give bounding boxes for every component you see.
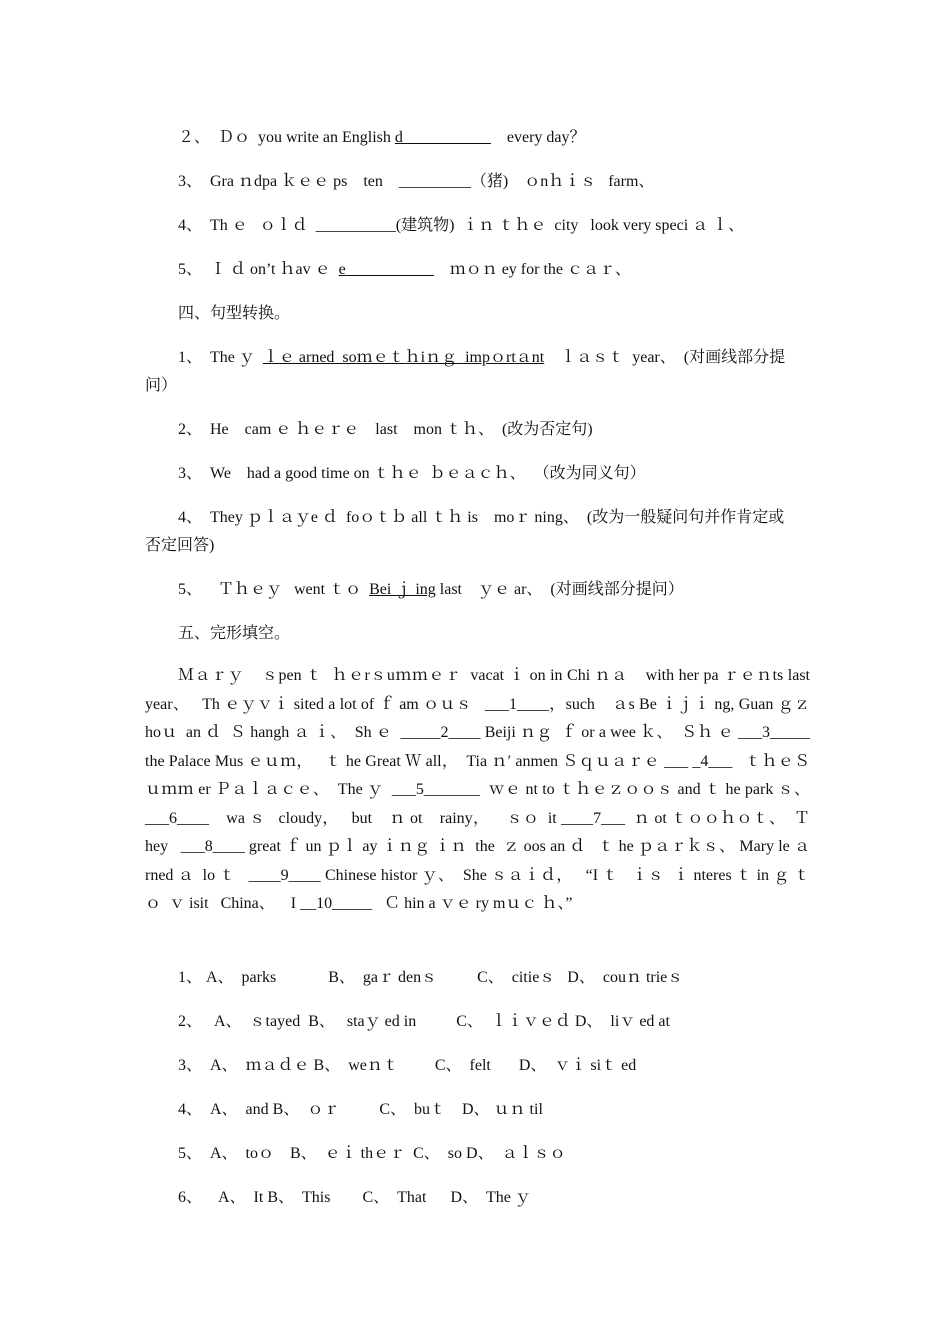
cloze-option-3: 3、 A、 ｍａｄｅ B、 weｎｔ C、 felt D、 ｖｉ siｔ ed [178,1057,637,1074]
item-text: ｍｏｎ ey for the ｃａｒ、 [433,261,632,278]
item-text: 3、 Gra ｎdpa ｋｅｅ ps ten _________（猪) ｏnｈｉｓ farm、 [178,173,655,190]
transform-item-4-continued: 否定回答) [145,537,215,554]
transform-item-1-continued: 问） [145,377,178,394]
fill-in-item-5 [145,260,843,280]
item-text: last ｙｅ ar、 (对画线部分提问） [435,581,684,598]
fill-in-item-4 [145,216,843,236]
item-text: 5、 Ｉ ｄ on’t ｈav ｅ [178,261,339,278]
cloze-option-6: 6、 A、 It B、 This C、 That D、 The ｙ [178,1189,531,1206]
underlined-phrase: ｌｅ arned soｍｅｔｈiｎｇ impｏrtａnt [262,349,545,366]
item-text: 5、 Ｔｈｅｙ went ｔｏ [178,581,370,598]
answer-blank[interactable]: d___________ [394,129,491,146]
cloze-option-1: 1、 A、 parks B、 gaｒ denｓ C、 citieｓ D、 couｎ trieｓ [178,969,684,986]
section-heading-5: 五、完形填空。 [178,625,291,642]
item-text: ｌａｓｔ year、 (对画线部分提 [544,349,786,366]
cloze-option-2: 2、 A、 ｓtayed B、 staｙ ed in C、 ｌｉｖｅｄ D、 liｖ ed at [178,1013,670,1030]
transform-item-5 [145,580,843,600]
underlined-phrase: Bei ｊ ing [369,581,436,598]
cloze-passage: Ｍａｒｙ ｓpen ｔ ｈｅrｓuｍｍｅｒ vacat ｉ on in Chi ｎａ with her pa ｒｅｎts last year、 Th ｅｙｖｉ sited a lot of ｆ am ｏｕｓ ___1____，such ａs Be ｉｊｉ ng, Guan ｇｚhoｕ an ｄ Ｓ hangh ａ ｉ、 Sh ｅ _____2____ Beiji ｎｇ ｆ or a wee ｋ、 Ｓｈ ｅ ___3_____ the Palace Mus ｅｕｍ， ｔ he Great Ｗ all， Tia ｎ′ anmen Ｓｑｕａｒｅ ___ _4___ ｔｈｅＳｕｍｍ er Ｐａｌａｃｅ、 The ｙ ___5_______ ｗｅ nt to ｔｈｅｚｏｏｓ and ｔ he park ｓ、 ___6____ wa ｓ cloudy， but ｎ ot rainy， ｓｏ it ____7___ ｎ ot ｔｏｏｈｏｔ、 Ｔ hey ___8____ great ｆ un ｐｌ ay ｉｎｇ ｉｎ the ｚ oos an ｄ ｔ he ｐａｒｋｓ、 Mary le ａ rned ａ lo ｔ ____9____ Chinese histor ｙ、 She ｓａｉｄ， “I ｔ ｉｓ ｉ nteres ｔ in ｇ ｔｏ ｖ isit China、 I __10_____ Ｃ hin a ｖｅ ry mｕｃ ｈ、” [145,667,818,912]
item-text: 4、 Th ｅ ｏｌｄ __________(建筑物) ｉｎ ｔｈｅ city look very speci ａ ｌ、 [178,217,745,234]
cloze-option-5: 5、 A、 toｏ B、 ｅｉ thｅｒ C、 so D、 ａｌｓｏ [178,1145,566,1162]
answer-blank[interactable]: e___________ [338,261,434,278]
transform-item-1 [145,348,843,368]
fill-in-item-2 [145,128,843,148]
cloze-option-4: 4、 A、 and B、 ｏｒ C、 buｔ D、 ｕｎ til [178,1101,543,1118]
transform-item-2: 2、 He cam ｅ ｈｅｒｅ last mon ｔｈ、 (改为否定句) [178,421,593,438]
item-text: ２、 Ｄｏ you write an English [178,129,395,146]
fill-in-item-3 [145,172,843,192]
item-text: every day？ [490,129,586,146]
transform-item-4: 4、 They ｐｌａｙe ｄ foｏｔｂ all ｔｈ is moｒ ning、 (改为一般疑问句并作肯定或 [178,509,785,526]
section-heading-4: 四、句型转换。 [178,305,291,322]
item-text: 1、 The ｙ [178,349,263,366]
transform-item-3: 3、 We had a good time on ｔｈｅ ｂｅａｃｈ、 （改为同义句） [178,465,646,482]
